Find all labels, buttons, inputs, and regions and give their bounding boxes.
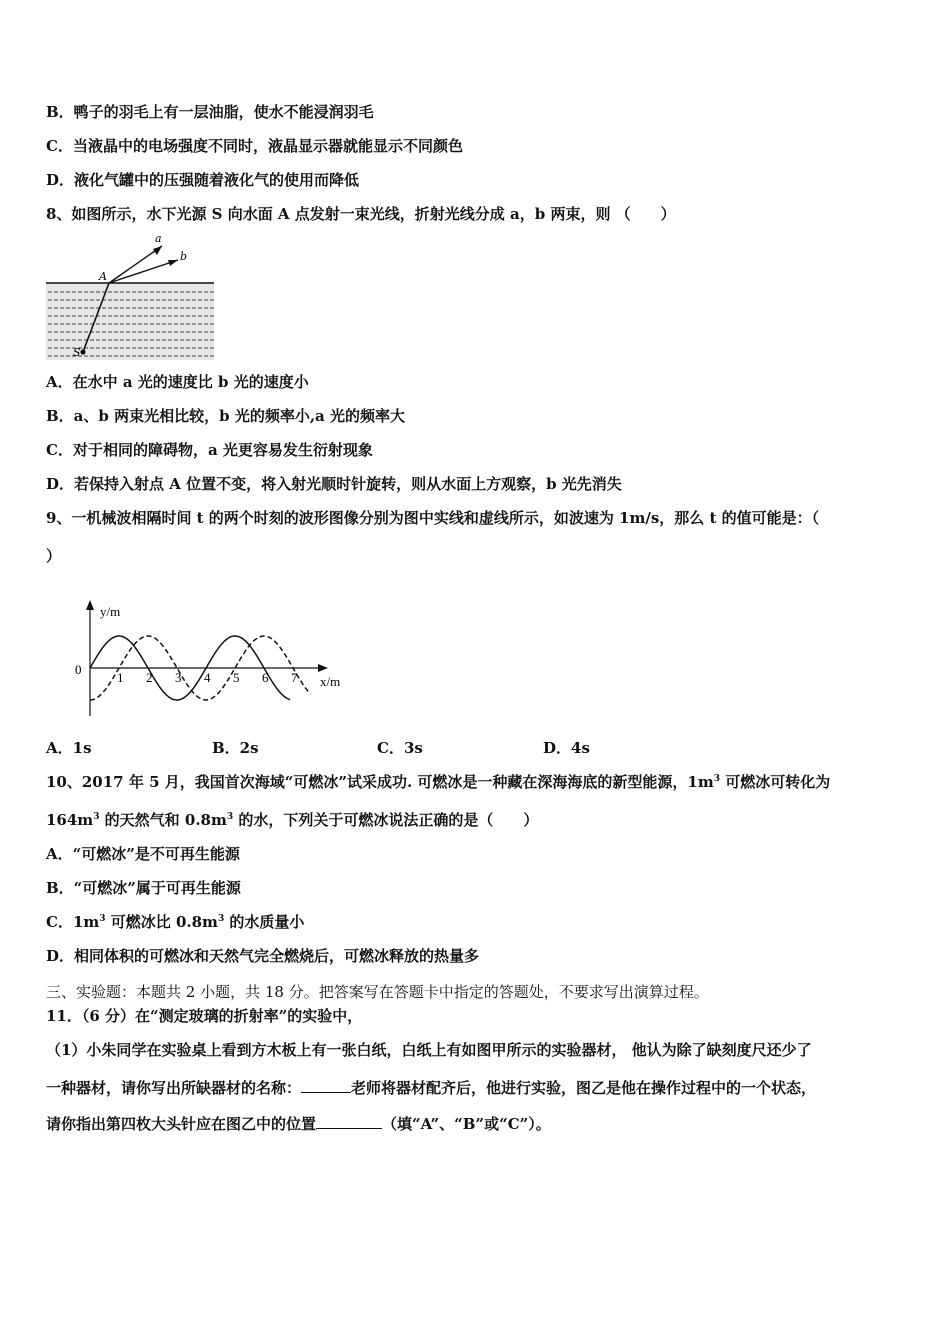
q11-stem: 11．（6 分）在“测定玻璃的折射率”的实验中， — [46, 1007, 363, 1025]
q9-option-c: C．3s — [377, 739, 423, 757]
x-tick-label: 7 — [291, 670, 298, 685]
q9-stem: 9、一机械波相隔时间 t 的两个时刻的波形图像分别为图中实线和虚线所示，如波速为 1m/s，那么 t 的值可能是：（ — [46, 509, 820, 527]
q9-option-d: D．4s — [543, 739, 590, 757]
refraction-figure — [46, 232, 216, 362]
q10-stem-line2: $164m^3$ 的天然气和 $0.8m^3$ 的水，下列关于可燃冰说法正确的是（ ） — [46, 811, 539, 829]
origin-label: 0 — [75, 662, 82, 677]
q11-part1-line3: 请你指出第四枚大头针应在图乙中的位置 （填“A”、“B”或“C”）。 — [46, 1115, 551, 1133]
q8-option-b: B．a、b 两束光相比较，b 光的频率小,a 光的频率大 — [46, 407, 405, 425]
x-tick-label: 2 — [146, 670, 153, 685]
ray-a — [109, 246, 162, 283]
q10-option-d: D．相同体积的可燃冰和天然气完全燃烧后，可燃冰释放的热量多 — [46, 947, 480, 965]
x-tick-label: 3 — [175, 670, 182, 685]
q11-part1-line1: （1）小朱同学在实验桌上看到方木板上有一张白纸，白纸上有如图甲所示的实验器材， 他认为除了缺刻度尺还少了 — [46, 1041, 812, 1059]
label-S: S — [73, 346, 81, 359]
source-point — [80, 349, 85, 354]
q8-option-c: C．对于相同的障碍物，a 光更容易发生衍射现象 — [46, 441, 373, 459]
q7-option-c: C．当液晶中的电场强度不同时，液晶显示器就能显示不同颜色 — [46, 137, 463, 155]
q10-option-c: C．$1m^3$ 可燃冰比 $0.8m^3$ 的水质量小 — [46, 913, 305, 931]
q7-option-d: D．液化气罐中的压强随着液化气的使用而降低 — [46, 171, 360, 189]
x-tick-label: 6 — [262, 670, 269, 685]
wave-graph — [70, 598, 360, 722]
x-tick-label: 5 — [233, 670, 240, 685]
q10-option-b: B．“可燃冰”属于可再生能源 — [46, 879, 241, 897]
label-a: a — [155, 232, 162, 245]
y-axis-label: y/m — [100, 604, 121, 619]
q11-part1-line2: 一种器材，请你写出所缺器材的名称： 老师将器材配齐后，他进行实验，图乙是他在操作过程中的一个状态， — [46, 1079, 817, 1097]
label-A: A — [99, 270, 107, 283]
x-tick-label: 4 — [204, 670, 211, 685]
q8-stem: 8、如图所示，水下光源 S 向水面 A 点发射一束光线，折射光线分成 a，b 两束，则 （ ） — [46, 205, 676, 223]
answer-blank-position — [316, 1114, 382, 1129]
q10-option-a: A．“可燃冰”是不可再生能源 — [46, 845, 240, 863]
q8-option-d: D．若保持入射点 A 位置不变，将入射光顺时针旋转，则从水面上方观察，b 光先消失 — [46, 475, 622, 493]
x-tick-labels — [117, 670, 298, 685]
q7-option-b: B．鸭子的羽毛上有一层油脂，使水不能浸润羽毛 — [46, 103, 374, 121]
q9-stem-cont: ） — [46, 547, 62, 565]
label-b: b — [180, 250, 188, 263]
q10-stem-line1: 10、2017 年 5 月，我国首次海域“可燃冰”试采成功. 可燃冰是一种藏在深海海底的新型能源，$1m^3$ 可燃冰可转化为 — [46, 773, 831, 791]
section-3-heading: 三、实验题：本题共 2 小题，共 18 分。把答案写在答题卡中指定的答题处，不要求写出演算过程。 — [46, 983, 709, 1001]
answer-blank-equipment — [301, 1078, 351, 1093]
ray-b — [109, 260, 178, 283]
x-tick-label: 1 — [117, 670, 124, 685]
q9-option-b: B．2s — [212, 739, 259, 757]
q8-option-a: A．在水中 a 光的速度比 b 光的速度小 — [46, 373, 309, 391]
q9-option-a: A．1s — [46, 739, 92, 757]
x-axis-label: x/m — [320, 674, 341, 689]
